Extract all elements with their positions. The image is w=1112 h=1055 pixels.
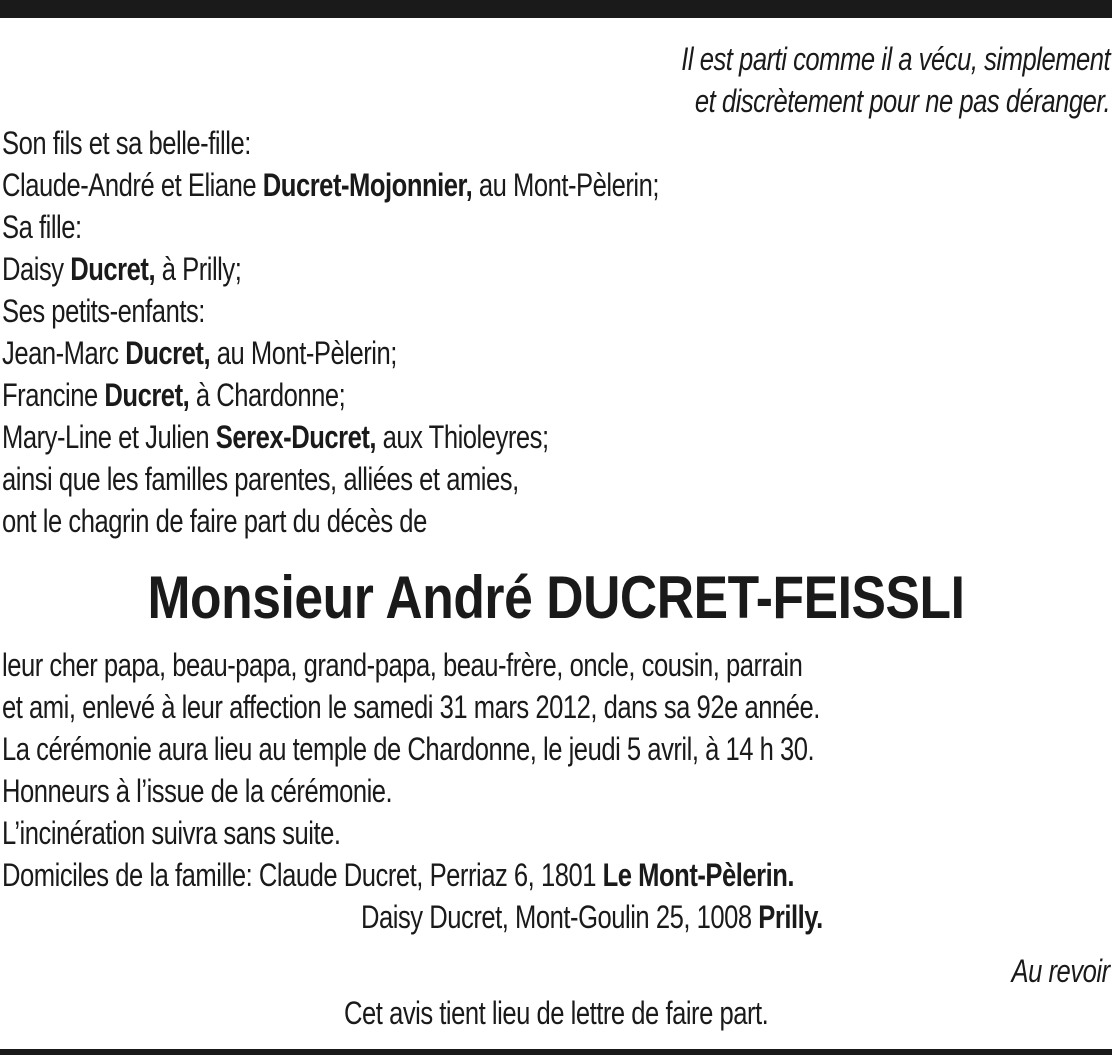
family-name: Ducret, bbox=[125, 335, 211, 371]
family-line-place: au Mont-Pèlerin; bbox=[210, 335, 397, 371]
domicile-address: Claude Ducret, Perriaz 6, 1801 bbox=[258, 857, 603, 893]
domicile-line-1 bbox=[2, 854, 794, 896]
detail-line: et ami, enlevé à leur affection le samedi 31 mars 2012, dans sa 92e année. bbox=[2, 689, 820, 725]
bottom-rule bbox=[0, 1049, 1112, 1055]
family-line-text: Claude-André et Eliane bbox=[2, 167, 263, 203]
family-line: Ses petits-enfants: bbox=[2, 293, 205, 329]
detail-line: La cérémonie aura lieu au temple de Chardonne, le jeudi 5 avril, à 14 h 30. bbox=[2, 731, 815, 767]
family-line: ont le chagrin de faire part du décès de bbox=[2, 503, 427, 539]
family-line: Son fils et sa belle-fille: bbox=[2, 125, 251, 161]
domicile-address: Daisy Ducret, Mont-Goulin 25, 1008 bbox=[361, 899, 759, 935]
footer-note bbox=[0, 992, 1112, 1034]
family-line bbox=[2, 332, 397, 374]
family-name: Ducret-Mojonnier, bbox=[262, 167, 473, 203]
family-line-place: au Mont-Pèlerin; bbox=[472, 167, 660, 203]
family-name: Ducret, bbox=[70, 251, 156, 287]
family-line bbox=[2, 374, 345, 416]
family-line: Sa fille: bbox=[2, 209, 82, 245]
family-line bbox=[2, 416, 549, 458]
family-line-place: aux Thioleyres; bbox=[376, 419, 549, 455]
epitaph-line-1: Il est parti comme il a vécu, simplement bbox=[681, 41, 1110, 77]
family-line: ainsi que les familles parentes, alliées et amies, bbox=[2, 461, 519, 497]
domicile-town: Le Mont-Pèlerin. bbox=[602, 857, 795, 893]
deceased-name-text: Monsieur André DUCRET-FEISSLI bbox=[147, 564, 965, 631]
family-line bbox=[2, 248, 241, 290]
domicile-line-2 bbox=[361, 896, 823, 938]
domicile-town: Prilly. bbox=[758, 899, 823, 935]
family-name: Ducret, bbox=[104, 377, 190, 413]
domiciles-label: Domiciles de la famille: bbox=[2, 857, 259, 893]
epitaph-line-2: et discrètement pour ne pas déranger. bbox=[694, 83, 1110, 119]
farewell: Au revoir bbox=[1011, 953, 1110, 989]
family-line-text: Daisy bbox=[2, 251, 71, 287]
footer-note-text: Cet avis tient lieu de lettre de faire part. bbox=[343, 995, 769, 1031]
detail-line: leur cher papa, beau-papa, grand-papa, beau-frère, oncle, cousin, parrain bbox=[2, 647, 803, 683]
family-line-text: Mary-Line et Julien bbox=[2, 419, 216, 455]
top-rule bbox=[0, 0, 1112, 18]
detail-line: Honneurs à l’issue de la cérémonie. bbox=[2, 773, 393, 809]
family-line-place: à Chardonne; bbox=[189, 377, 346, 413]
family-line-text: Jean-Marc bbox=[2, 335, 126, 371]
family-line-place: à Prilly; bbox=[155, 251, 242, 287]
detail-line: L’incinération suivra sans suite. bbox=[2, 815, 341, 851]
deceased-name bbox=[0, 562, 1112, 634]
family-line bbox=[2, 164, 659, 206]
family-line-text: Francine bbox=[2, 377, 105, 413]
family-name: Serex-Ducret, bbox=[215, 419, 377, 455]
